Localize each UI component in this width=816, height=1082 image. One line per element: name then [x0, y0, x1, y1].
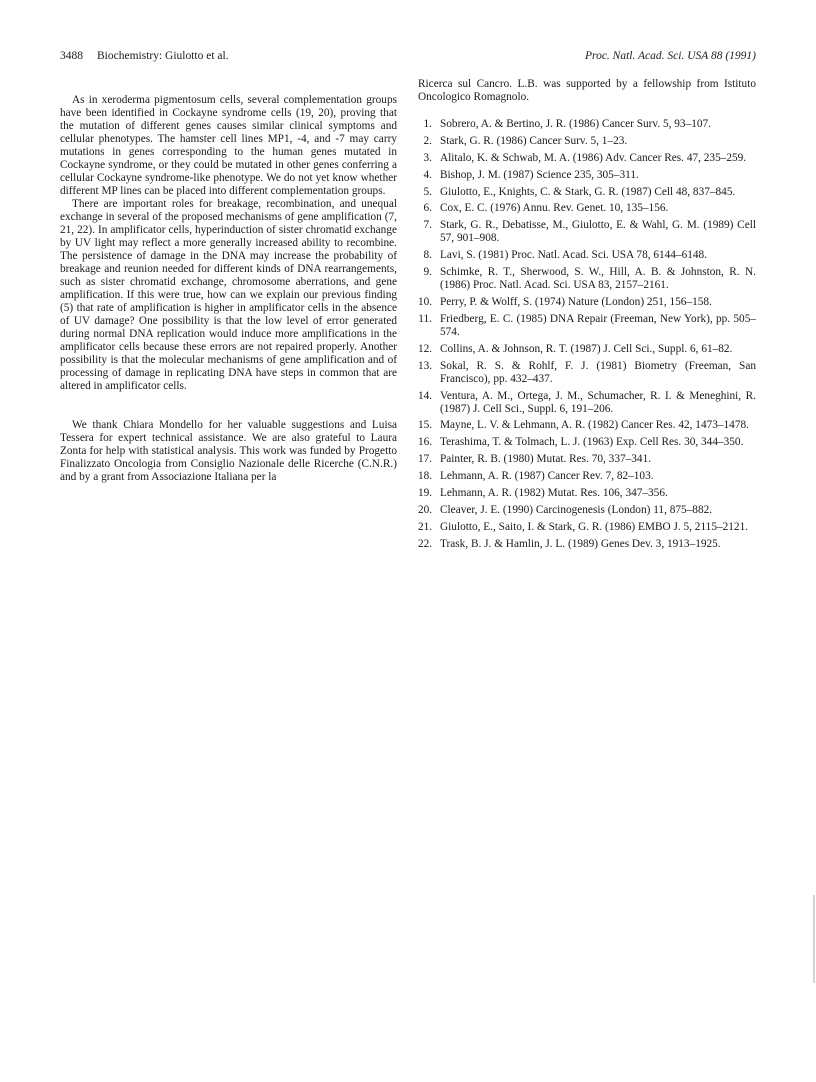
reference-item [418, 135, 756, 148]
page-number: 3488 [60, 50, 83, 62]
body-paragraph: There are important roles for breakage, recombination, and unequal exchange in several of the proposed mechanisms of gene amplification (7, 21, 22). In amplificator cells, hyperinduction of sister chromatid exchange by UV light may reflect a more generally increased ability to recombine. The persistence of damage in the DNA may increase the probability of breakage and reunion needed for different kinds of DNA rearrangements, such as sister chromatid exchange, chromosome aberrations, and gene amplification. If this were true, how can we explain our previous finding (5) that rate of amplification is higher in amplificator cells in the absence of UV damage? One possibility is that the low level of error generated during normal DNA replication would induce more amplifications in the amplificator cells because these errors are not repaired properly. Another possibility is that the molecular mechanisms of gene amplification and of processing of damage in replicating DNA have steps in common that are altered in amplificator cells. [60, 198, 397, 392]
reference-number: 14. [418, 389, 433, 402]
body-paragraph: As in xeroderma pigmentosum cells, several complementation groups have been identified in Cockayne syndrome cells (19, 20), proving that the mutation of different genes causes similar clinical symptoms and cellular phenotypes. The hamster cell lines MP1, -4, and -7 may carry mutations in genes corresponding to the human genes mutated in Cockayne syndrome, or they could be mutated in other genes conferring a cellular Cockayne syndrome-like phenotype. We do not yet know whether different MP lines can be placed into different complementation groups. [60, 94, 397, 197]
acknowledgment-paragraph: We thank Chiara Mondello for her valuable suggestions and Luisa Tessera for expert technical assistance. We are also grateful to Laura Zonta for help with statistical analysis. This work was funded by Progetto Finalizzato Oncologia from Consiglio Nazionale delle Ricerche (C.N.R.) and by a grant from Associazione Italiana per la [60, 419, 397, 483]
reference-number: 1. [423, 118, 432, 130]
reference-number: 8. [423, 249, 432, 262]
reference-item [418, 186, 756, 199]
reference-item [418, 504, 756, 517]
reference-item [418, 487, 756, 500]
reference-item [418, 470, 756, 483]
acknowledgment-continued: Ricerca sul Cancro. L.B. was supported by a fellowship from Istituto Oncologico Romagnolo. [418, 78, 756, 103]
running-header [60, 50, 756, 66]
reference-text: Bishop, J. M. (1987) Science 235, 305–311. [440, 168, 639, 181]
margin-rule [813, 895, 815, 983]
reference-item [418, 219, 756, 245]
reference-number: 6. [423, 202, 432, 215]
reference-number: 18. [418, 470, 433, 483]
reference-number: 21. [418, 520, 433, 533]
reference-number: 13. [418, 359, 433, 372]
reference-text: Lehmann, A. R. (1987) Cancer Rev. 7, 82–103. [440, 470, 654, 483]
reference-item [418, 169, 756, 182]
reference-item [418, 436, 756, 449]
reference-text: Schimke, R. T., Sherwood, S. W., Hill, A. B. & Johnston, R. N. (1986) Proc. Natl. Acad. Sci. USA 83, 2157–2161. [440, 266, 756, 292]
reference-number: 16. [418, 436, 433, 449]
reference-item [418, 118, 756, 131]
reference-number: 3. [423, 151, 432, 164]
reference-text: Trask, B. J. & Hamlin, J. L. (1989) Genes Dev. 3, 1913–1925. [440, 537, 721, 550]
reference-number: 20. [418, 503, 433, 516]
reference-text: Perry, P. & Wolff, S. (1974) Nature (London) 251, 156–158. [440, 296, 712, 309]
reference-item [418, 249, 756, 262]
reference-text: Ventura, A. M., Ortega, J. M., Schumacher, R. I. & Meneghini, R. (1987) J. Cell Sci., Suppl. 6, 191–206. [440, 389, 756, 415]
reference-text: Painter, R. B. (1980) Mutat. Res. 70, 337–341. [440, 453, 652, 466]
reference-text: Collins, A. & Johnson, R. T. (1987) J. Cell Sci., Suppl. 6, 61–82. [440, 342, 733, 355]
reference-text: Mayne, L. V. & Lehmann, A. R. (1982) Cancer Res. 42, 1473–1478. [440, 419, 749, 432]
reference-number: 11. [418, 312, 432, 325]
reference-item [418, 538, 756, 551]
reference-number: 7. [423, 219, 432, 232]
reference-text: Stark, G. R., Debatisse, M., Giulotto, E. & Wahl, G. M. (1989) Cell 57, 901–908. [440, 219, 756, 245]
reference-item [418, 419, 756, 432]
reference-number: 12. [418, 342, 433, 355]
reference-text: Friedberg, E. C. (1985) DNA Repair (Freeman, New York), pp. 505–574. [440, 312, 756, 338]
header-citation: Proc. Natl. Acad. Sci. USA 88 (1991) [585, 50, 756, 62]
header-journal-section: Biochemistry: Giulotto et al. [97, 50, 229, 62]
reference-number: 9. [423, 266, 432, 279]
reference-item [418, 202, 756, 215]
right-column [418, 78, 756, 555]
reference-text: Sobrero, A. & Bertino, J. R. (1986) Cancer Surv. 5, 93–107. [440, 118, 711, 130]
reference-text: Lehmann, A. R. (1982) Mutat. Res. 106, 347–356. [440, 487, 668, 500]
reference-item [418, 390, 756, 416]
reference-number: 15. [418, 419, 433, 432]
left-column [60, 94, 397, 484]
reference-item [418, 296, 756, 309]
reference-text: Stark, G. R. (1986) Cancer Surv. 5, 1–23. [440, 134, 628, 147]
reference-number: 5. [423, 185, 432, 198]
header-left [60, 50, 229, 62]
reference-list [418, 118, 756, 551]
reference-number: 4. [423, 168, 432, 181]
reference-item [418, 152, 756, 165]
reference-item [418, 453, 756, 466]
reference-item [418, 360, 756, 386]
reference-text: Giulotto, E., Knights, C. & Stark, G. R. (1987) Cell 48, 837–845. [440, 185, 736, 198]
reference-item [418, 266, 756, 292]
reference-text: Cox, E. C. (1976) Annu. Rev. Genet. 10, 135–156. [440, 202, 669, 215]
reference-text: Terashima, T. & Tolmach, L. J. (1963) Exp. Cell Res. 30, 344–350. [440, 436, 744, 449]
reference-text: Sokal, R. S. & Rohlf, F. J. (1981) Biometry (Freeman, San Francisco), pp. 432–437. [440, 359, 756, 385]
reference-text: Cleaver, J. E. (1990) Carcinogenesis (London) 11, 875–882. [440, 503, 713, 516]
reference-number: 22. [418, 537, 433, 550]
reference-item [418, 313, 756, 339]
reference-number: 10. [418, 296, 433, 309]
reference-number: 2. [423, 134, 432, 147]
reference-item [418, 343, 756, 356]
reference-text: Giulotto, E., Saito, I. & Stark, G. R. (1986) EMBO J. 5, 2115–2121. [440, 520, 749, 533]
reference-text: Lavi, S. (1981) Proc. Natl. Acad. Sci. USA 78, 6144–6148. [440, 249, 708, 262]
reference-number: 19. [418, 487, 433, 500]
reference-text: Alitalo, K. & Schwab, M. A. (1986) Adv. Cancer Res. 47, 235–259. [440, 151, 747, 164]
reference-number: 17. [418, 453, 433, 466]
reference-item [418, 521, 756, 534]
